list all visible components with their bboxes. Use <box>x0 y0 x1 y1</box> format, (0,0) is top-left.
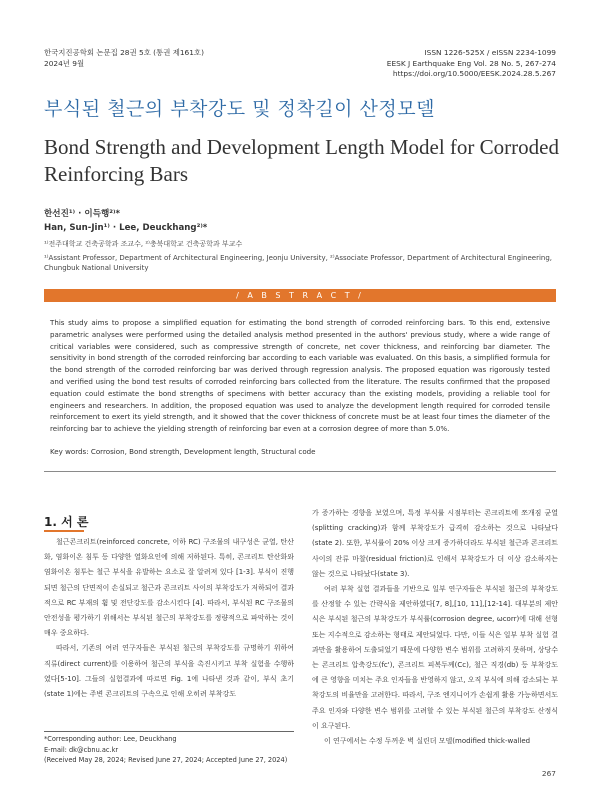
section-divider <box>44 471 556 472</box>
affiliation-english: ¹⁾Assistant Professor, Department of Architectural Engineering, Jeonju University, ²⁾Associate Professor, Department of Architectural Engineering, Chungbuk National University <box>44 254 553 273</box>
correspondence-note <box>44 734 294 766</box>
abstract-text: This study aims to propose a simplified equation for estimating the bond strength of corroded reinforcing bars. To this end, extensive parametric analyses were performed using the detailed analysis method presented in the authors' previous study, where a wide range of critical variables were considered, such as compressive strength of concrete, net cover thickness, and reinforcing bar diameter. The sensitivity in bond strength of the corroded reinforcing bar according to each variable was evaluated. On this basis, a simplified formula for the bond strength of the corroded reinforcing bar was derived through regression analysis. The proposed equation was rigorously tested and verified using the bond test results of corroded reinforcing bars collected from the literature. The results confirmed that the proposed equation could estimate the bond strengths of specimens with better accuracy than the existing models, providing a reliable tool for engineers and researchers. In addition, the proposed equation was used to analyze the development length required for corroded tensile reinforcement to exert its yield strength, and it showed that the cover thickness of concrete must be at least four times the diameter of the reinforcing bar to achieve the yielding strength of reinforcing bar even at a corrosion degree of more than 5.0%. <box>50 318 550 434</box>
paragraph: 이 연구에서는 수정 두꺼운 벽 실린더 모델(modified thick-walled <box>324 737 531 746</box>
body-column-left <box>44 535 294 702</box>
abstract-label: / A B S T R A C T / <box>44 289 556 302</box>
issn: ISSN 1226-525X / eISSN 2234-1099 <box>424 48 556 57</box>
affiliation-korean: ¹⁾전주대학교 건축공학과 조교수, ²⁾충북대학교 건축공학과 부교수 <box>44 240 243 248</box>
authors-english: Han, Sun-Jin¹⁾ · Lee, Deuckhang²⁾* <box>44 223 208 233</box>
page-number: 267 <box>541 769 556 778</box>
paragraph: 철근콘크리트(reinforced concrete, 이하 RC) 구조물의 내구성은 균열, 탄산화, 염화이온 침투 등 다양한 열화요인에 의해 저하된다. 특히, 콘크리트 탄산화와 염화이온 침투는 철근 부식을 유발하는 요소로 잘 알려져 있다 [1-3]. 부식이 진행되면 철근의 단면적이 손실되고 철근과 콘크리트 사이의 부착강도가 저하되어 결과적으로 RC 부재의 휨 및 전단강도를 감소시킨다 [4]. 따라서, 부식된 RC 구조물의 안전성을 평가하기 위해서는 부식된 철근의 부착강도를 정량적으로 파악하는 것이 매우 중요하다. <box>44 538 294 638</box>
footnote-rule <box>44 731 294 732</box>
body-column-right <box>312 506 558 749</box>
heading-underline <box>44 530 84 532</box>
paragraph: 가 증가하는 경향을 보였으며, 특정 부식률 시점부터는 콘크리트에 쪼개짐 균열(splitting cracking)과 함께 부착강도가 급격히 감소하는 것으로 나타났다(state 2). 또한, 부식률이 20% 이상 크게 증가하더라도 부식된 철근과 콘크리트 사이의 잔류 마찰(residual friction)로 인해서 부착강도가 더 이상 감소하지는 않는 것으로 나타났다(state 3). <box>312 509 558 578</box>
authors-korean: 한선진¹⁾ · 이득행²⁾* <box>44 209 121 219</box>
title-korean: 부식된 철근의 부착강도 및 정착길이 산정모델 <box>44 98 435 120</box>
author-email[interactable]: E-mail: dk@cbnu.ac.kr <box>44 745 119 754</box>
journal-header-right <box>387 48 556 80</box>
paragraph: 여러 부착 실험 결과들을 기반으로 일부 연구자들은 부식된 철근의 부착강도를 산정할 수 있는 간략식을 제안하였다[7, 8],[10, 11],[12-14]. 대부분의 제안식은 부식된 철근의 부착강도가 부식률(corrosion degree, ωcorr)에 대해 선형 또는 지수적으로 감소하는 형태로 제안되었다. 다만, 이들 식은 일부 부착 실험 결과만을 활용하여 도출되었기 때문에 다양한 변수 범위를 고려하지 못하며, 상당수는 콘크리트 압축강도(fc'), 콘크리트 피복두께(Cc), 철근 직경(db) 등 부착강도에 큰 영향을 미치는 주요 인자들을 반영하지 않고, 오직 부식에 의해 감소되는 부착강도의 비율만을 고려한다. 따라서, 구조 엔지니어가 손쉽게 활용 가능하면서도 주요 인자와 다양한 변수 범위를 고려할 수 있는 부식된 철근의 부착강도 산정식이 요구된다. <box>312 585 558 730</box>
citation: EESK J Earthquake Eng Vol. 28 No. 5, 267-274 <box>386 58 556 68</box>
journal-name: 한국지진공학회 논문집 28권 5호 (통권 제161호) <box>44 48 204 57</box>
issue-date: 2024년 9월 <box>44 58 85 68</box>
keywords: Key words: Corrosion, Bond strength, Development length, Structural code <box>50 447 316 456</box>
corresponding-author: *Corresponding author: Lee, Deuckhang <box>44 735 177 743</box>
title-english: Bond Strength and Development Length Model for Corroded Reinforcing Bars <box>44 135 559 186</box>
doi-link[interactable]: https://doi.org/10.5000/EESK.2024.28.5.267 <box>392 69 556 79</box>
section-heading-text: 1. 서 론 <box>44 515 89 529</box>
journal-header-left <box>44 48 204 69</box>
paragraph: 따라서, 기존의 여러 연구자들은 부식된 철근의 부착강도를 규명하기 위하여 직류(direct current)를 이용하여 철근의 부식을 촉진시키고 부착 실험을 수행하였다[5-10]. 그들의 실험결과에 따르면 Fig. 1에 나타낸 것과 같이, 부식 초기(state 1)에는 주변 콘크리트의 구속으로 인해 오히려 부착강도 <box>44 644 294 699</box>
section-heading <box>44 513 88 530</box>
received-dates: (Received May 28, 2024; Revised June 27, 2024; Accepted June 27, 2024) <box>44 756 288 764</box>
